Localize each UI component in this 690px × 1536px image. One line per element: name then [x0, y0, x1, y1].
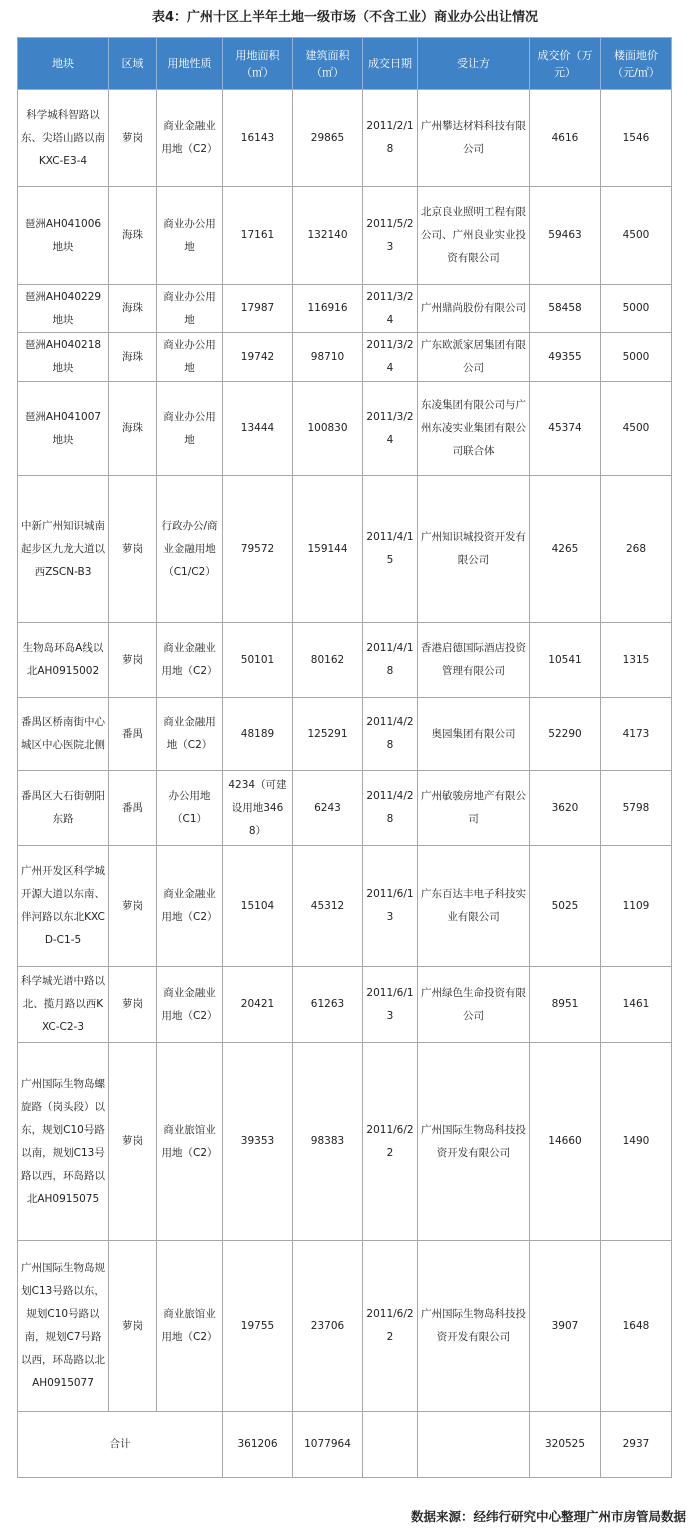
header-date: 成交日期 [363, 38, 418, 90]
cell-district: 海珠 [109, 382, 157, 476]
cell-district: 番禺 [109, 698, 157, 771]
cell-date: 2011/6/22 [363, 1043, 418, 1241]
cell-buyer: 东凌集团有限公司与广州东凌实业集团有限公司联合体 [418, 382, 530, 476]
cell-district: 萝岗 [109, 476, 157, 623]
cell-parcel: 广州国际生物岛螺旋路（岗头段）以东，规划C10号路以南，规划C13号路以西，环岛路以北AH0915075 [18, 1043, 109, 1241]
table-row [18, 476, 672, 623]
cell-floor-area: 100830 [293, 382, 363, 476]
data-source-note: 数据来源：经纬行研究中心整理广州市房管局数据 [410, 1509, 686, 1524]
cell-land-area: 13444 [223, 382, 293, 476]
cell-price: 3620 [530, 771, 601, 846]
cell-date: 2011/4/28 [363, 771, 418, 846]
cell-parcel: 科学城光谱中路以北、揽月路以西KXC-C2-3 [18, 967, 109, 1043]
header-price: 成交价（万元） [530, 38, 601, 90]
header-district: 区域 [109, 38, 157, 90]
cell-buyer: 广州绿色生命投资有限公司 [418, 967, 530, 1043]
cell-unit-price: 4500 [601, 382, 672, 476]
total-floor-area: 1077964 [293, 1412, 363, 1478]
cell-buyer: 广东百达丰电子科技实业有限公司 [418, 846, 530, 967]
cell-date: 2011/6/22 [363, 1241, 418, 1412]
cell-land-area: 4234（可建设用地3468） [223, 771, 293, 846]
cell-unit-price: 1315 [601, 623, 672, 698]
total-price: 320525 [530, 1412, 601, 1478]
cell-use: 商业办公用地 [157, 187, 223, 285]
cell-price: 4616 [530, 90, 601, 187]
cell-use: 商业金融业用地（C2） [157, 846, 223, 967]
land-transfer-table [17, 37, 672, 1478]
cell-date: 2011/3/24 [363, 333, 418, 382]
table-row [18, 1043, 672, 1241]
cell-floor-area: 61263 [293, 967, 363, 1043]
table-row [18, 382, 672, 476]
cell-floor-area: 116916 [293, 285, 363, 333]
cell-price: 14660 [530, 1043, 601, 1241]
table-row [18, 285, 672, 333]
cell-floor-area: 132140 [293, 187, 363, 285]
cell-land-area: 20421 [223, 967, 293, 1043]
cell-land-area: 79572 [223, 476, 293, 623]
total-buyer-empty [418, 1412, 530, 1478]
cell-unit-price: 1490 [601, 1043, 672, 1241]
cell-buyer: 广州知识城投资开发有限公司 [418, 476, 530, 623]
cell-buyer: 广州攀达材料科技有限公司 [418, 90, 530, 187]
table-title: 表4：广州十区上半年土地一级市场（不含工业）商业办公出让情况 [151, 10, 539, 25]
cell-use: 商业金融用地（C2） [157, 698, 223, 771]
cell-price: 5025 [530, 846, 601, 967]
cell-date: 2011/3/24 [363, 285, 418, 333]
cell-floor-area: 45312 [293, 846, 363, 967]
cell-land-area: 19742 [223, 333, 293, 382]
cell-unit-price: 5798 [601, 771, 672, 846]
cell-price: 10541 [530, 623, 601, 698]
cell-district: 萝岗 [109, 1043, 157, 1241]
cell-price: 49355 [530, 333, 601, 382]
table-row [18, 846, 672, 967]
cell-buyer: 广州国际生物岛科技投资开发有限公司 [418, 1241, 530, 1412]
cell-buyer: 奥园集团有限公司 [418, 698, 530, 771]
total-unit-price: 2937 [601, 1412, 672, 1478]
cell-buyer: 广东欧派家居集团有限公司 [418, 333, 530, 382]
cell-buyer: 广州鼎尚股份有限公司 [418, 285, 530, 333]
cell-use: 行政办公/商业金融用地（C1/C2） [157, 476, 223, 623]
cell-use: 商业旅馆业用地（C2） [157, 1241, 223, 1412]
cell-unit-price: 268 [601, 476, 672, 623]
cell-buyer: 广州国际生物岛科技投资开发有限公司 [418, 1043, 530, 1241]
cell-land-area: 39353 [223, 1043, 293, 1241]
cell-district: 萝岗 [109, 623, 157, 698]
cell-date: 2011/3/24 [363, 382, 418, 476]
cell-use: 商业办公用地 [157, 382, 223, 476]
cell-date: 2011/4/18 [363, 623, 418, 698]
cell-floor-area: 125291 [293, 698, 363, 771]
cell-price: 52290 [530, 698, 601, 771]
cell-floor-area: 23706 [293, 1241, 363, 1412]
cell-district: 萝岗 [109, 1241, 157, 1412]
header-row [18, 38, 672, 90]
cell-floor-area: 6243 [293, 771, 363, 846]
cell-price: 8951 [530, 967, 601, 1043]
cell-use: 商业旅馆业用地（C2） [157, 1043, 223, 1241]
cell-parcel: 广州国际生物岛规划C13号路以东，规划C10号路以南，规划C7号路以西，环岛路以北AH0915077 [18, 1241, 109, 1412]
cell-district: 海珠 [109, 187, 157, 285]
cell-district: 萝岗 [109, 967, 157, 1043]
cell-floor-area: 98710 [293, 333, 363, 382]
cell-buyer: 北京良业照明工程有限公司、广州良业实业投资有限公司 [418, 187, 530, 285]
cell-unit-price: 1648 [601, 1241, 672, 1412]
cell-district: 番禺 [109, 771, 157, 846]
total-label: 合计 [18, 1412, 223, 1478]
cell-use: 商业金融业用地（C2） [157, 967, 223, 1043]
table-row [18, 698, 672, 771]
cell-unit-price: 1546 [601, 90, 672, 187]
cell-parcel: 琶洲AH041007地块 [18, 382, 109, 476]
cell-use: 商业办公用地 [157, 333, 223, 382]
cell-price: 3907 [530, 1241, 601, 1412]
cell-parcel: 广州开发区科学城开源大道以东南、伴河路以东北KXCD-C1-5 [18, 846, 109, 967]
table-row [18, 90, 672, 187]
cell-date: 2011/5/23 [363, 187, 418, 285]
cell-parcel: 琶洲AH040218地块 [18, 333, 109, 382]
cell-unit-price: 4500 [601, 187, 672, 285]
table-row [18, 771, 672, 846]
cell-district: 萝岗 [109, 90, 157, 187]
cell-land-area: 48189 [223, 698, 293, 771]
cell-unit-price: 4173 [601, 698, 672, 771]
cell-floor-area: 80162 [293, 623, 363, 698]
cell-land-area: 17161 [223, 187, 293, 285]
cell-parcel: 番禺区大石街朝阳东路 [18, 771, 109, 846]
table-row [18, 967, 672, 1043]
header-use: 用地性质 [157, 38, 223, 90]
cell-date: 2011/4/28 [363, 698, 418, 771]
cell-land-area: 16143 [223, 90, 293, 187]
cell-parcel: 中新广州知识城南起步区九龙大道以西ZSCN-B3 [18, 476, 109, 623]
header-parcel: 地块 [18, 38, 109, 90]
cell-floor-area: 98383 [293, 1043, 363, 1241]
cell-parcel: 琶洲AH040229地块 [18, 285, 109, 333]
cell-unit-price: 1109 [601, 846, 672, 967]
header-unit-price: 楼面地价（元/㎡） [601, 38, 672, 90]
header-buyer: 受让方 [418, 38, 530, 90]
cell-use: 商业办公用地 [157, 285, 223, 333]
cell-buyer: 香港启德国际酒店投资管理有限公司 [418, 623, 530, 698]
cell-buyer: 广州敏骏房地产有限公司 [418, 771, 530, 846]
cell-price: 45374 [530, 382, 601, 476]
cell-floor-area: 159144 [293, 476, 363, 623]
cell-land-area: 15104 [223, 846, 293, 967]
cell-floor-area: 29865 [293, 90, 363, 187]
cell-parcel: 生物岛环岛A线以北AH0915002 [18, 623, 109, 698]
cell-price: 4265 [530, 476, 601, 623]
table-row [18, 623, 672, 698]
cell-parcel: 番禺区桥南街中心城区中心医院北侧 [18, 698, 109, 771]
total-date-empty [363, 1412, 418, 1478]
cell-district: 海珠 [109, 333, 157, 382]
cell-use: 商业金融业用地（C2） [157, 90, 223, 187]
cell-unit-price: 1461 [601, 967, 672, 1043]
cell-district: 海珠 [109, 285, 157, 333]
cell-parcel: 科学城科智路以东、尖塔山路以南KXC-E3-4 [18, 90, 109, 187]
cell-use: 商业金融业用地（C2） [157, 623, 223, 698]
cell-date: 2011/6/13 [363, 967, 418, 1043]
header-land-area: 用地面积（㎡） [223, 38, 293, 90]
table-row [18, 1241, 672, 1412]
cell-use: 办公用地（C1） [157, 771, 223, 846]
cell-price: 58458 [530, 285, 601, 333]
cell-date: 2011/6/13 [363, 846, 418, 967]
cell-land-area: 19755 [223, 1241, 293, 1412]
cell-unit-price: 5000 [601, 333, 672, 382]
table-row [18, 187, 672, 285]
cell-district: 萝岗 [109, 846, 157, 967]
cell-unit-price: 5000 [601, 285, 672, 333]
cell-date: 2011/2/18 [363, 90, 418, 187]
total-row [18, 1412, 672, 1478]
cell-parcel: 琶洲AH041006地块 [18, 187, 109, 285]
cell-land-area: 50101 [223, 623, 293, 698]
table-row [18, 333, 672, 382]
cell-price: 59463 [530, 187, 601, 285]
cell-date: 2011/4/15 [363, 476, 418, 623]
cell-land-area: 17987 [223, 285, 293, 333]
header-floor-area: 建筑面积（㎡） [293, 38, 363, 90]
total-land-area: 361206 [223, 1412, 293, 1478]
